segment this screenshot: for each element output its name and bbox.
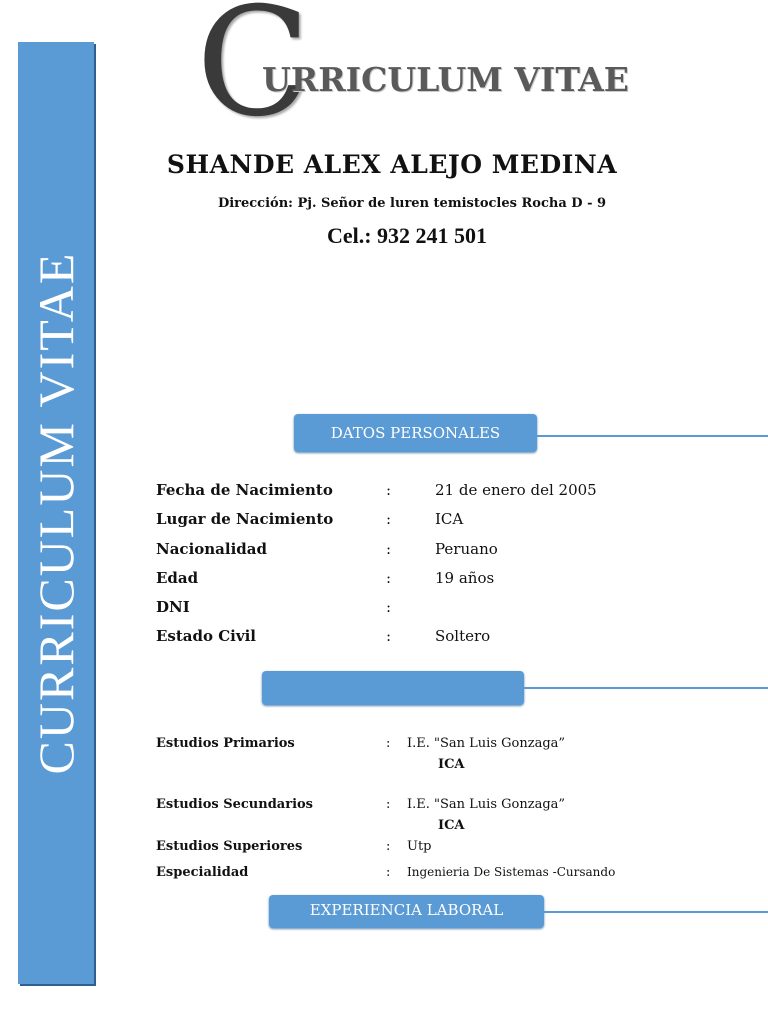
phone: Cel.: 932 241 501 [326, 223, 488, 248]
field-label: DNI [156, 598, 190, 616]
field-label: Lugar de Nacimiento [156, 510, 334, 528]
field-label: Especialidad [156, 865, 249, 880]
field-value: 21 de enero del 2005 [435, 481, 597, 499]
field-value: I.E. "San Luis Gonzaga” [407, 797, 566, 812]
field-separator: : [386, 598, 392, 616]
field-value: Soltero [435, 627, 491, 645]
field-separator: : [386, 797, 391, 812]
education-sub-value: ICA [438, 818, 465, 833]
logo-text: URRICULUM VITAE [262, 60, 629, 99]
field-value: Peruano [435, 540, 498, 558]
field-value: 19 años [435, 569, 495, 587]
field-label: Estado Civil [156, 627, 256, 645]
field-separator: : [386, 736, 391, 751]
field-label: Estudios Primarios [156, 736, 295, 751]
field-label: Estudios Superiores [156, 839, 303, 854]
field-label: Nacionalidad [156, 540, 267, 558]
logo-initial: C [196, 0, 311, 150]
field-separator: : [386, 839, 391, 854]
field-separator: : [386, 481, 392, 499]
section-education-tab [262, 671, 524, 705]
field-value: I.E. "San Luis Gonzaga” [407, 736, 566, 751]
field-separator: : [386, 865, 391, 880]
section-personal-line [537, 435, 768, 437]
field-separator: : [386, 540, 392, 558]
section-experience-line [544, 911, 768, 913]
field-separator: : [386, 569, 392, 587]
person-name: SHANDE ALEX ALEJO MEDINA [166, 150, 618, 179]
section-education-line [524, 687, 768, 689]
field-label: Estudios Secundarios [156, 797, 313, 812]
field-separator: : [386, 627, 392, 645]
address: Dirección: Pj. Señor de luren temistocles Rocha D - 9 [217, 196, 607, 211]
field-value: Utp [407, 839, 432, 854]
section-personal-tab: DATOS PERSONALES [294, 414, 537, 452]
field-value: Ingenieria De Sistemas -Cursando [407, 865, 616, 879]
sidebar-banner [18, 42, 94, 984]
field-separator: : [386, 510, 392, 528]
section-experience-tab: EXPERIENCIA LABORAL [269, 895, 544, 928]
field-label: Fecha de Nacimiento [156, 481, 333, 499]
education-sub-value: ICA [438, 757, 465, 772]
field-label: Edad [156, 569, 199, 587]
field-value: ICA [435, 510, 464, 528]
sidebar-title: CURRICULUM VITAE [28, 251, 84, 775]
